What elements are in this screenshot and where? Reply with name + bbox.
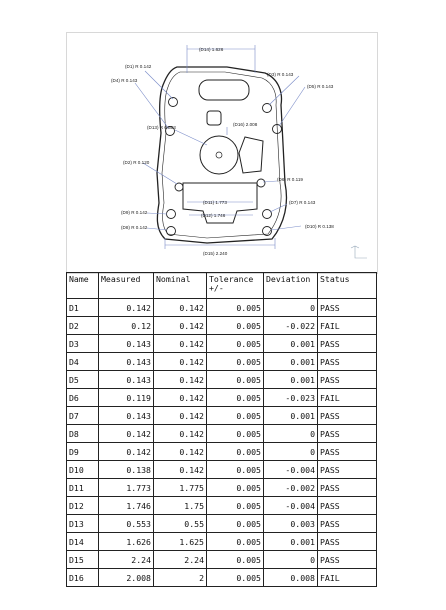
- cell-status: FAIL: [318, 389, 377, 407]
- cell-measured: 2.008: [99, 569, 154, 587]
- cell-nominal: 0.142: [154, 425, 207, 443]
- cell-tolerance: 0.005: [207, 299, 264, 317]
- label-d14: (D14) 1.626: [199, 47, 224, 52]
- right-slot: [239, 137, 263, 173]
- cell-nominal: 1.75: [154, 497, 207, 515]
- table-row: [67, 479, 377, 497]
- cell-deviation: 0: [264, 299, 318, 317]
- hole-d6: [257, 179, 265, 187]
- label-d4: (D4) R 0.143: [111, 78, 138, 83]
- cell-tolerance: 0.005: [207, 389, 264, 407]
- cell-tolerance: 0.005: [207, 497, 264, 515]
- cell-tolerance: 0.005: [207, 569, 264, 587]
- label-d5: (D5) R 0.143: [307, 84, 334, 89]
- cell-name: D14: [67, 533, 99, 551]
- cell-nominal: 2: [154, 569, 207, 587]
- cell-deviation: 0: [264, 551, 318, 569]
- inspection-table: [66, 272, 377, 587]
- table-row: [67, 461, 377, 479]
- cell-name: D7: [67, 407, 99, 425]
- cell-deviation: 0: [264, 425, 318, 443]
- table-row: [67, 497, 377, 515]
- cell-measured: 2.24: [99, 551, 154, 569]
- cell-nominal: 0.142: [154, 407, 207, 425]
- cell-status: PASS: [318, 551, 377, 569]
- cell-measured: 0.143: [99, 353, 154, 371]
- cell-tolerance: 0.005: [207, 371, 264, 389]
- leader-d5: [279, 87, 305, 126]
- technical-drawing: [66, 32, 378, 274]
- cell-measured: 0.143: [99, 335, 154, 353]
- cell-name: D11: [67, 479, 99, 497]
- table-row: [67, 317, 377, 335]
- label-d6: (D6) R 0.119: [277, 177, 303, 182]
- table-row: [67, 407, 377, 425]
- header-measured: Measured: [99, 273, 154, 299]
- cell-name: D15: [67, 551, 99, 569]
- part-outline-drawing: [67, 33, 377, 273]
- cell-status: PASS: [318, 497, 377, 515]
- cell-tolerance: 0.005: [207, 443, 264, 461]
- cell-tolerance: 0.005: [207, 533, 264, 551]
- cell-measured: 0.553: [99, 515, 154, 533]
- cell-status: PASS: [318, 479, 377, 497]
- cell-status: PASS: [318, 371, 377, 389]
- cell-status: PASS: [318, 533, 377, 551]
- cell-nominal: 0.142: [154, 389, 207, 407]
- leader-d13: [175, 130, 207, 145]
- cell-measured: 0.142: [99, 443, 154, 461]
- cell-name: D16: [67, 569, 99, 587]
- cell-deviation: 0.001: [264, 353, 318, 371]
- table-row: [67, 551, 377, 569]
- cell-tolerance: 0.005: [207, 407, 264, 425]
- cell-measured: 1.626: [99, 533, 154, 551]
- cell-tolerance: 0.005: [207, 515, 264, 533]
- cell-nominal: 0.142: [154, 443, 207, 461]
- label-d12: (D12) 1.746: [201, 213, 226, 218]
- cell-status: PASS: [318, 353, 377, 371]
- cell-measured: 1.746: [99, 497, 154, 515]
- central-bore: [200, 136, 238, 174]
- leader-d2: [143, 163, 177, 184]
- label-d15: (D15) 2.240: [203, 251, 228, 256]
- cell-nominal: 0.142: [154, 461, 207, 479]
- cell-name: D10: [67, 461, 99, 479]
- cell-deviation: -0.002: [264, 479, 318, 497]
- cell-measured: 0.12: [99, 317, 154, 335]
- cell-name: D9: [67, 443, 99, 461]
- label-d7: (D7) R 0.143: [289, 200, 316, 205]
- cell-tolerance: 0.005: [207, 425, 264, 443]
- cell-measured: 0.143: [99, 371, 154, 389]
- label-d3: (D3) R 0.143: [267, 72, 294, 77]
- table-row: [67, 335, 377, 353]
- cell-status: FAIL: [318, 317, 377, 335]
- cell-name: D8: [67, 425, 99, 443]
- hole-d2: [175, 183, 183, 191]
- table-row: [67, 371, 377, 389]
- cell-tolerance: 0.005: [207, 335, 264, 353]
- axis-triad-icon: [351, 246, 367, 258]
- cell-status: PASS: [318, 407, 377, 425]
- cell-status: PASS: [318, 299, 377, 317]
- cell-deviation: -0.022: [264, 317, 318, 335]
- hole-d9: [167, 210, 176, 219]
- header-name: Name: [67, 273, 99, 299]
- hole-d7: [263, 210, 272, 219]
- leader-d7: [270, 204, 287, 212]
- cell-name: D12: [67, 497, 99, 515]
- cell-measured: 0.138: [99, 461, 154, 479]
- cell-deviation: -0.004: [264, 497, 318, 515]
- cell-nominal: 0.142: [154, 317, 207, 335]
- cell-name: D3: [67, 335, 99, 353]
- cell-status: PASS: [318, 461, 377, 479]
- table-header-row: [67, 273, 377, 299]
- cell-name: D6: [67, 389, 99, 407]
- cell-measured: 0.142: [99, 299, 154, 317]
- table-row: [67, 533, 377, 551]
- cell-nominal: 0.142: [154, 353, 207, 371]
- header-status: Status: [318, 273, 377, 299]
- cell-deviation: 0.001: [264, 371, 318, 389]
- cell-measured: 0.142: [99, 425, 154, 443]
- cell-nominal: 1.775: [154, 479, 207, 497]
- cell-deviation: 0.001: [264, 533, 318, 551]
- cell-status: FAIL: [318, 569, 377, 587]
- cell-tolerance: 0.005: [207, 461, 264, 479]
- cell-deviation: 0.003: [264, 515, 318, 533]
- cell-deviation: 0.008: [264, 569, 318, 587]
- label-d13: (D13) R 0.553: [147, 125, 176, 130]
- cell-deviation: -0.004: [264, 461, 318, 479]
- table-row: [67, 299, 377, 317]
- cell-tolerance: 0.005: [207, 551, 264, 569]
- cell-nominal: 0.142: [154, 335, 207, 353]
- table-row: [67, 389, 377, 407]
- cell-tolerance: 0.005: [207, 317, 264, 335]
- header-deviation: Deviation: [264, 273, 318, 299]
- table-row: [67, 425, 377, 443]
- label-d2: (D2) R 0.120: [123, 160, 150, 165]
- leader-d8: [147, 228, 167, 230]
- cell-tolerance: 0.005: [207, 479, 264, 497]
- cell-measured: 1.773: [99, 479, 154, 497]
- cell-status: PASS: [318, 335, 377, 353]
- cell-nominal: 0.142: [154, 371, 207, 389]
- header-nominal: Nominal: [154, 273, 207, 299]
- cell-name: D2: [67, 317, 99, 335]
- label-d1: (D1) R 0.142: [125, 64, 152, 69]
- label-d9: (D9) R 0.142: [121, 210, 148, 215]
- cell-nominal: 2.24: [154, 551, 207, 569]
- label-d10: (D10) R 0.138: [305, 224, 334, 229]
- cell-deviation: 0: [264, 443, 318, 461]
- cell-name: D5: [67, 371, 99, 389]
- cell-tolerance: 0.005: [207, 353, 264, 371]
- cell-nominal: 0.55: [154, 515, 207, 533]
- label-d8: (D8) R 0.142: [121, 225, 148, 230]
- cell-status: PASS: [318, 515, 377, 533]
- cell-deviation: 0.001: [264, 335, 318, 353]
- cell-measured: 0.119: [99, 389, 154, 407]
- cell-status: PASS: [318, 443, 377, 461]
- cell-name: D1: [67, 299, 99, 317]
- leader-d10: [271, 226, 301, 230]
- leader-d3: [269, 76, 299, 105]
- cell-deviation: -0.023: [264, 389, 318, 407]
- table-row: [67, 353, 377, 371]
- label-d11: (D11) 1.773: [203, 200, 227, 205]
- cell-name: D13: [67, 515, 99, 533]
- table-row: [67, 569, 377, 587]
- label-d16: (D16) 2.008: [233, 122, 258, 127]
- square-window: [207, 111, 221, 125]
- cell-name: D4: [67, 353, 99, 371]
- top-window: [199, 80, 249, 100]
- cell-nominal: 0.142: [154, 299, 207, 317]
- table-row: [67, 443, 377, 461]
- cell-nominal: 1.625: [154, 533, 207, 551]
- cell-status: PASS: [318, 425, 377, 443]
- cell-deviation: 0.001: [264, 407, 318, 425]
- hole-d3: [263, 104, 272, 113]
- bore-center: [216, 152, 222, 158]
- header-tolerance: Tolerance +/-: [207, 273, 264, 299]
- table-row: [67, 515, 377, 533]
- cell-measured: 0.143: [99, 407, 154, 425]
